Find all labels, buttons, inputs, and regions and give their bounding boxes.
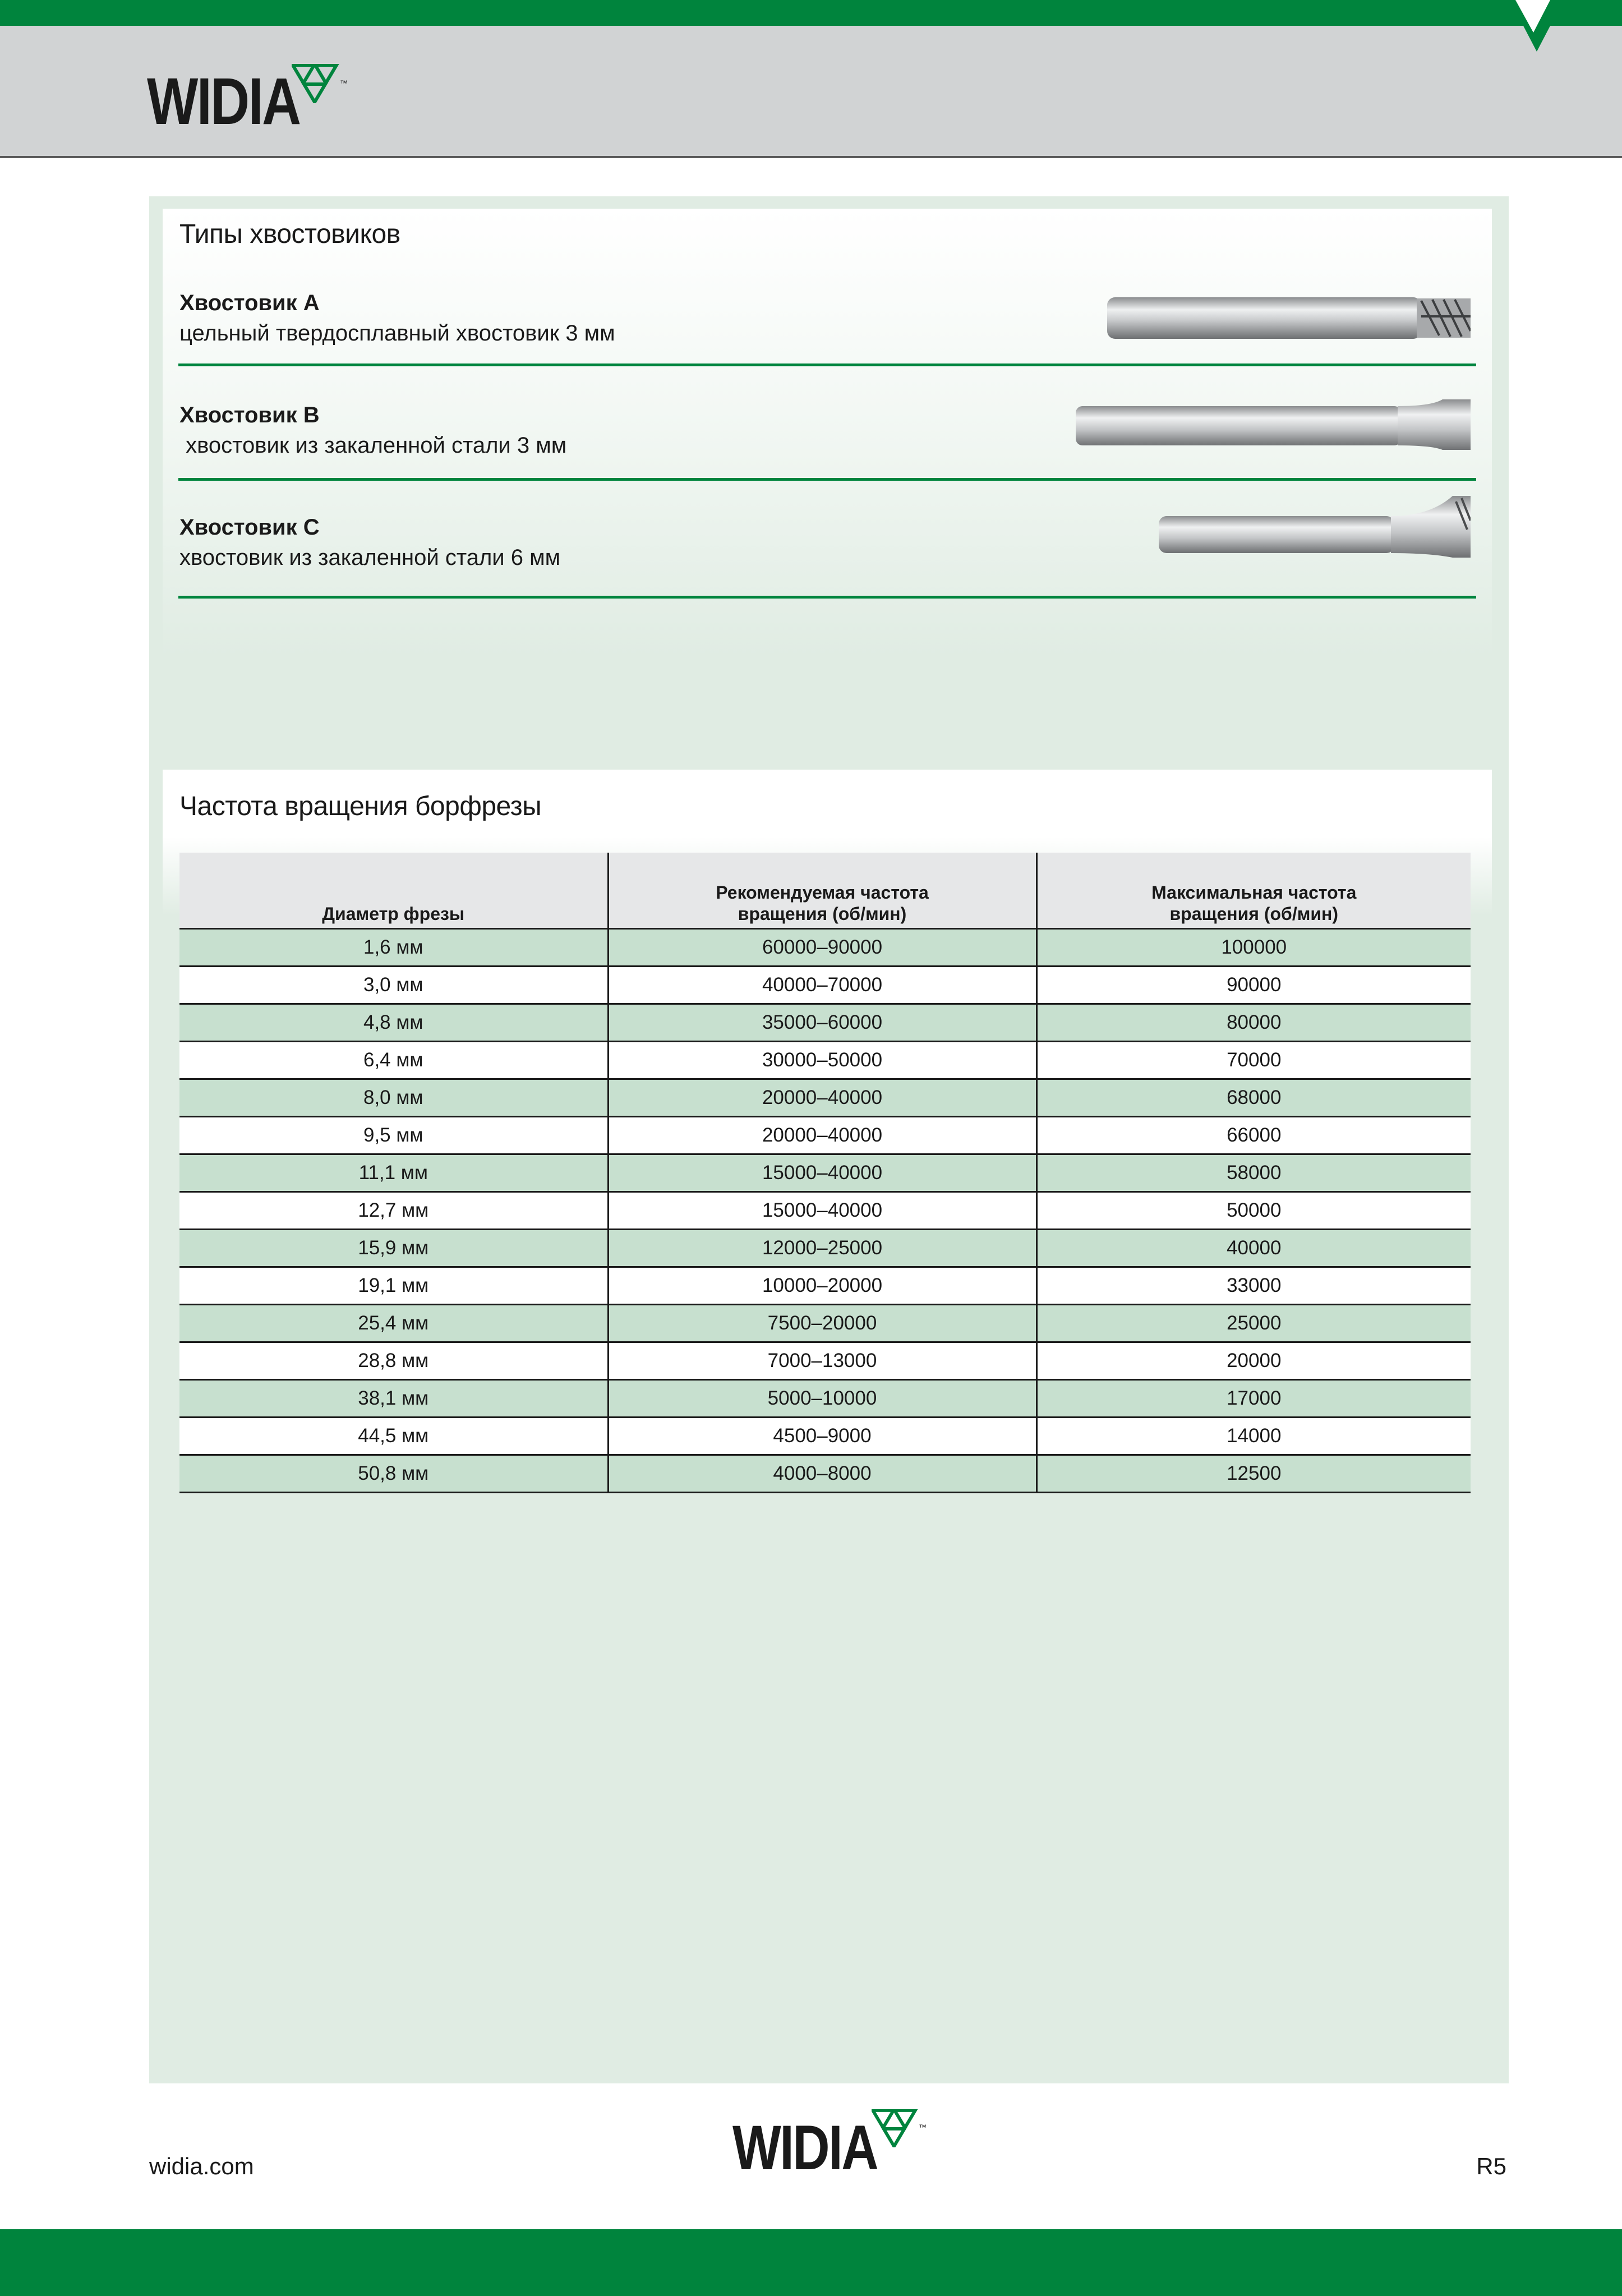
logo-triangles-icon	[292, 64, 340, 103]
header-logo	[147, 65, 348, 139]
shank-c-description: хвостовик из закаленной стали 6 мм	[179, 545, 561, 570]
max-speed-cell: 33000	[1036, 1267, 1471, 1305]
recommended-speed-cell: 20000–40000	[608, 1079, 1036, 1117]
logo-trademark: ™	[340, 79, 348, 88]
shank-c-divider	[178, 596, 1476, 599]
shank-section-title: Типы хвостовиков	[179, 219, 400, 249]
max-speed-cell: 90000	[1036, 967, 1471, 1004]
logo-wordmark: WIDIA	[147, 65, 300, 139]
recommended-speed-cell: 5000–10000	[608, 1380, 1036, 1418]
recommended-speed-cell: 30000–50000	[608, 1042, 1036, 1079]
footer-logo	[732, 2113, 927, 2183]
recommended-speed-cell: 4500–9000	[608, 1418, 1036, 1455]
diameter-cell: 4,8 мм	[179, 1004, 608, 1042]
col-header-recommended-line1: Рекомендуемая частота	[716, 882, 929, 903]
recommended-speed-cell: 15000–40000	[608, 1154, 1036, 1192]
col-header-diameter-label: Диаметр фрезы	[322, 904, 465, 924]
shank-b-description: хвостовик из закаленной стали 3 мм	[179, 433, 567, 458]
col-header-max-line1: Максимальная частота	[1151, 882, 1357, 903]
table-row	[179, 1004, 1471, 1042]
recommended-speed-cell: 10000–20000	[608, 1267, 1036, 1305]
recommended-speed-cell: 7500–20000	[608, 1305, 1036, 1342]
table-row	[179, 1455, 1471, 1493]
table-row	[179, 929, 1471, 967]
recommended-speed-cell: 12000–25000	[608, 1230, 1036, 1267]
shank-b-title: Хвостовик B	[179, 403, 320, 427]
diameter-cell: 50,8 мм	[179, 1455, 608, 1493]
max-speed-cell: 100000	[1036, 929, 1471, 967]
table-row	[179, 1154, 1471, 1192]
max-speed-cell: 20000	[1036, 1342, 1471, 1380]
diameter-cell: 9,5 мм	[179, 1117, 608, 1154]
max-speed-cell: 58000	[1036, 1154, 1471, 1192]
table-row	[179, 1079, 1471, 1117]
table-row	[179, 1042, 1471, 1079]
recommended-speed-cell: 40000–70000	[608, 967, 1036, 1004]
recommended-speed-cell: 15000–40000	[608, 1192, 1036, 1230]
table-row	[179, 1230, 1471, 1267]
table-row	[179, 1342, 1471, 1380]
top-green-bar	[0, 0, 1622, 26]
carbide-shank-image	[1103, 294, 1471, 342]
max-speed-cell: 14000	[1036, 1418, 1471, 1455]
table-row	[179, 1192, 1471, 1230]
table-row	[179, 1305, 1471, 1342]
recommended-speed-cell: 4000–8000	[608, 1455, 1036, 1493]
table-row	[179, 1267, 1471, 1305]
diameter-cell: 12,7 мм	[179, 1192, 608, 1230]
table-row	[179, 1380, 1471, 1418]
speed-table	[179, 853, 1471, 1493]
recommended-speed-cell: 20000–40000	[608, 1117, 1036, 1154]
footer-logo-trademark: ™	[919, 2123, 927, 2132]
max-speed-cell: 25000	[1036, 1305, 1471, 1342]
footer-url: widia.com	[149, 2153, 254, 2179]
col-header-recommended	[608, 853, 1036, 929]
speed-section-title: Частота вращения борфрезы	[179, 792, 542, 821]
diameter-cell: 38,1 мм	[179, 1380, 608, 1418]
diameter-cell: 28,8 мм	[179, 1342, 608, 1380]
footer-logo-wordmark: WIDIA	[732, 2113, 878, 2183]
steel-shank-6mm-image	[1155, 496, 1471, 558]
max-speed-cell: 80000	[1036, 1004, 1471, 1042]
max-speed-cell: 68000	[1036, 1079, 1471, 1117]
max-speed-cell: 70000	[1036, 1042, 1471, 1079]
diameter-cell: 15,9 мм	[179, 1230, 608, 1267]
max-speed-cell: 66000	[1036, 1117, 1471, 1154]
diameter-cell: 11,1 мм	[179, 1154, 608, 1192]
max-speed-cell: 50000	[1036, 1192, 1471, 1230]
max-speed-cell: 17000	[1036, 1380, 1471, 1418]
diameter-cell: 19,1 мм	[179, 1267, 608, 1305]
max-speed-cell: 12500	[1036, 1455, 1471, 1493]
table-row	[179, 967, 1471, 1004]
diameter-cell: 44,5 мм	[179, 1418, 608, 1455]
diameter-cell: 1,6 мм	[179, 929, 608, 967]
recommended-speed-cell: 7000–13000	[608, 1342, 1036, 1380]
col-header-recommended-line2: вращения (об/мин)	[738, 904, 907, 924]
recommended-speed-cell: 60000–90000	[608, 929, 1036, 967]
speed-table-header	[179, 853, 1471, 929]
shank-a-title: Хвостовик A	[179, 291, 320, 315]
steel-shank-3mm-image	[1072, 399, 1471, 450]
col-header-max-line2: вращения (об/мин)	[1169, 904, 1339, 924]
shank-c-title: Хвостовик C	[179, 515, 320, 540]
table-row	[179, 1117, 1471, 1154]
diameter-cell: 25,4 мм	[179, 1305, 608, 1342]
table-row	[179, 1418, 1471, 1455]
shank-a-divider	[178, 364, 1476, 366]
diameter-cell: 6,4 мм	[179, 1042, 608, 1079]
corner-tab-icon	[1510, 0, 1564, 54]
col-header-max	[1036, 853, 1471, 929]
diameter-cell: 3,0 мм	[179, 967, 608, 1004]
diameter-cell: 8,0 мм	[179, 1079, 608, 1117]
page-number: R5	[1476, 2153, 1506, 2179]
recommended-speed-cell: 35000–60000	[608, 1004, 1036, 1042]
shank-b-divider	[178, 478, 1476, 481]
max-speed-cell: 40000	[1036, 1230, 1471, 1267]
shank-a-description: цельный твердосплавный хвостовик 3 мм	[179, 321, 615, 346]
bottom-green-bar	[0, 2229, 1622, 2296]
col-header-diameter	[179, 853, 608, 929]
footer-logo-triangles-icon	[872, 2109, 919, 2147]
